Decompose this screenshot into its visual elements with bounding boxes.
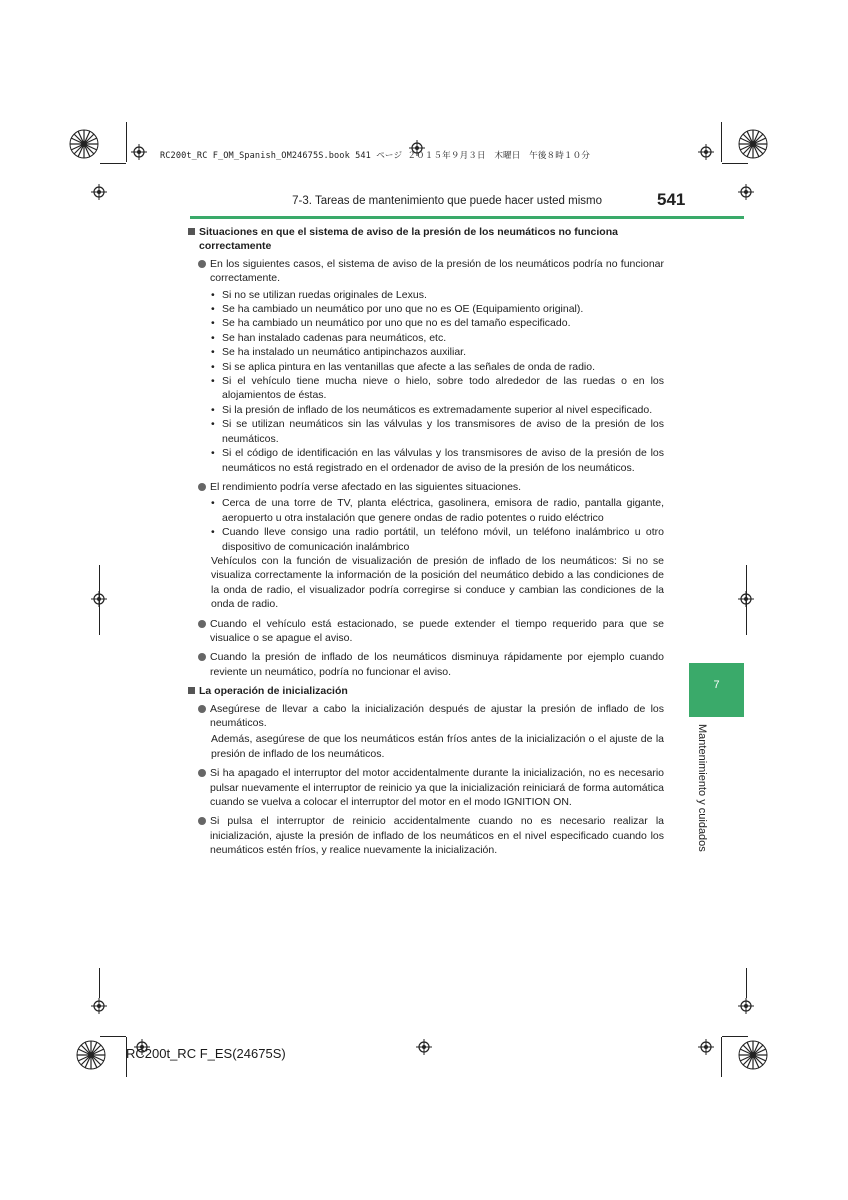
bullet-paragraph	[188, 702, 664, 731]
paragraph-text: Si ha apagado el interruptor del motor accidentalmente durante la inicialización, no es necesario pulsar nuevamente el interruptor de reinicio ya que la inicialización reiniciará de forma automática cuando se vuelva a colocar el interruptor del motor en el modo IGNITION ON.	[210, 767, 664, 809]
registration-mark	[91, 184, 107, 200]
square-bullet-icon	[188, 228, 195, 235]
round-bullet-icon	[198, 260, 206, 268]
square-bullet-icon	[188, 687, 195, 694]
list-item: • Si el código de identificación en las válvulas y los transmisores de aviso de la presión de los neumáticos no está registrado en el ordenador de aviso de la presión de los neumáticos.	[211, 447, 664, 474]
list-item: • Si el vehículo tiene mucha nieve o hielo, sobre todo alrededor de las ruedas o en los alojamientos de éstas.	[211, 375, 664, 402]
crop-line	[722, 1036, 748, 1037]
list-item: • Se han instalado cadenas para neumáticos, etc.	[211, 331, 447, 344]
section-title: 7-3. Tareas de mantenimiento que puede hacer usted mismo	[292, 195, 602, 207]
list-item: • Cerca de una torre de TV, planta eléctrica, gasolinera, emisora de radio, pantalla gigante, aeropuerto u otra instalación que genere ondas de radio potentes o ruido eléctrico	[211, 497, 664, 524]
registration-mark	[738, 184, 754, 200]
paragraph-text: Cuando la presión de inflado de los neumáticos disminuya rápidamente por ejemplo cuando reviente un neumático, podría no funcionar el aviso.	[210, 651, 664, 678]
print-sunburst-mark	[76, 1040, 106, 1070]
round-bullet-icon	[198, 705, 206, 713]
crop-line	[100, 163, 126, 164]
bullet-paragraph	[188, 257, 664, 286]
crop-line	[746, 968, 747, 998]
list-item: • Si no se utilizan ruedas originales de Lexus.	[211, 288, 427, 301]
crop-line	[99, 565, 100, 635]
registration-mark	[91, 998, 107, 1014]
list-item: • Si se aplica pintura en las ventanillas que afecte a las señales de onda de radio.	[211, 360, 595, 373]
paragraph-text: En los siguientes casos, el sistema de aviso de la presión de los neumáticos podría no funcionar correctamente.	[210, 257, 664, 285]
crop-line	[721, 122, 722, 162]
print-sunburst-mark	[69, 129, 99, 159]
bullet-paragraph	[188, 650, 664, 679]
crop-line	[721, 1037, 722, 1077]
bullet-paragraph	[188, 617, 664, 646]
section-heading	[188, 684, 664, 698]
situation-list	[188, 496, 664, 554]
round-bullet-icon	[198, 653, 206, 661]
list-item: • Si la presión de inflado de los neumáticos es extremadamente superior al nivel especificado.	[211, 403, 653, 416]
crop-line	[100, 1036, 126, 1037]
paragraph-text: Cuando el vehículo está estacionado, se puede extender el tiempo requerido para que se visualice o se apague el aviso.	[210, 617, 664, 644]
note-text: Además, asegúrese de que los neumáticos están fríos antes de la inicialización o el ajuste de la presión de inflado de los neumáticos.	[211, 733, 664, 760]
registration-mark	[131, 144, 147, 160]
round-bullet-icon	[198, 769, 206, 777]
note-text: Vehículos con la función de visualización de presión de inflado de los neumáticos: Si no se visualiza correctamente la información de la posición del neumático debido a las condiciones de la onda de radio, el visualizador podría corregirse si conduce y cambian las condiciones de la onda de radio.	[211, 554, 664, 611]
round-bullet-icon	[198, 817, 206, 825]
print-info: RC200t_RC F_OM_Spanish_OM24675S.book 541 ページ ２０１５年９月３日 木曜日 午後８時１０分	[160, 151, 590, 161]
registration-mark	[698, 1039, 714, 1055]
crop-line	[126, 122, 127, 162]
registration-mark	[738, 998, 754, 1014]
footer-code: RC200t_RC F_ES(24675S)	[126, 1046, 286, 1061]
bullet-paragraph	[188, 480, 664, 494]
list-item: • Se ha instalado un neumático antipinchazos auxiliar.	[211, 346, 466, 359]
heading-text: La operación de inicialización	[199, 685, 348, 698]
chapter-tab: 7	[689, 663, 744, 717]
page-number: 541	[657, 190, 686, 209]
crop-line	[746, 565, 747, 635]
registration-mark	[698, 144, 714, 160]
registration-mark	[416, 1039, 432, 1055]
round-bullet-icon	[198, 483, 206, 491]
paragraph-text: Si pulsa el interruptor de reinicio accidentalmente cuando no es necesario realizar la inicialización, ajuste la presión de inflado de los neumáticos en el nivel especificado cuando los neumáticos estén fríos, y realice nuevamente la inicialización.	[210, 815, 664, 857]
list-item: • Cuando lleve consigo una radio portátil, un teléfono móvil, un teléfono inalámbrico u otro dispositivo de comunicación inalámbrico	[211, 526, 664, 553]
print-sunburst-mark	[738, 1040, 768, 1070]
crop-line	[722, 163, 748, 164]
header-rule	[190, 216, 744, 219]
paragraph-text: El rendimiento podría verse afectado en las siguientes situaciones.	[210, 480, 522, 493]
main-content	[188, 225, 664, 860]
paragraph-text: Asegúrese de llevar a cabo la inicialización después de ajustar la presión de inflado de los neumáticos.	[210, 702, 664, 729]
chapter-title: Mantenimiento y cuidados	[696, 724, 708, 852]
condition-list	[188, 288, 664, 475]
bullet-paragraph	[188, 766, 664, 809]
list-item: • Se ha cambiado un neumático por uno que no es del tamaño especificado.	[211, 317, 571, 330]
list-item: • Si se utilizan neumáticos sin las válvulas y los transmisores de aviso de la presión de los neumáticos.	[211, 418, 664, 445]
list-item: • Se ha cambiado un neumático por uno que no es OE (Equipamiento original).	[211, 303, 584, 316]
heading-text: Situaciones en que el sistema de aviso de la presión de los neumáticos no funciona correctamente	[199, 226, 618, 253]
print-sunburst-mark	[738, 129, 768, 159]
bullet-paragraph	[188, 814, 664, 857]
crop-line	[99, 968, 100, 998]
round-bullet-icon	[198, 620, 206, 628]
section-heading	[188, 225, 664, 254]
